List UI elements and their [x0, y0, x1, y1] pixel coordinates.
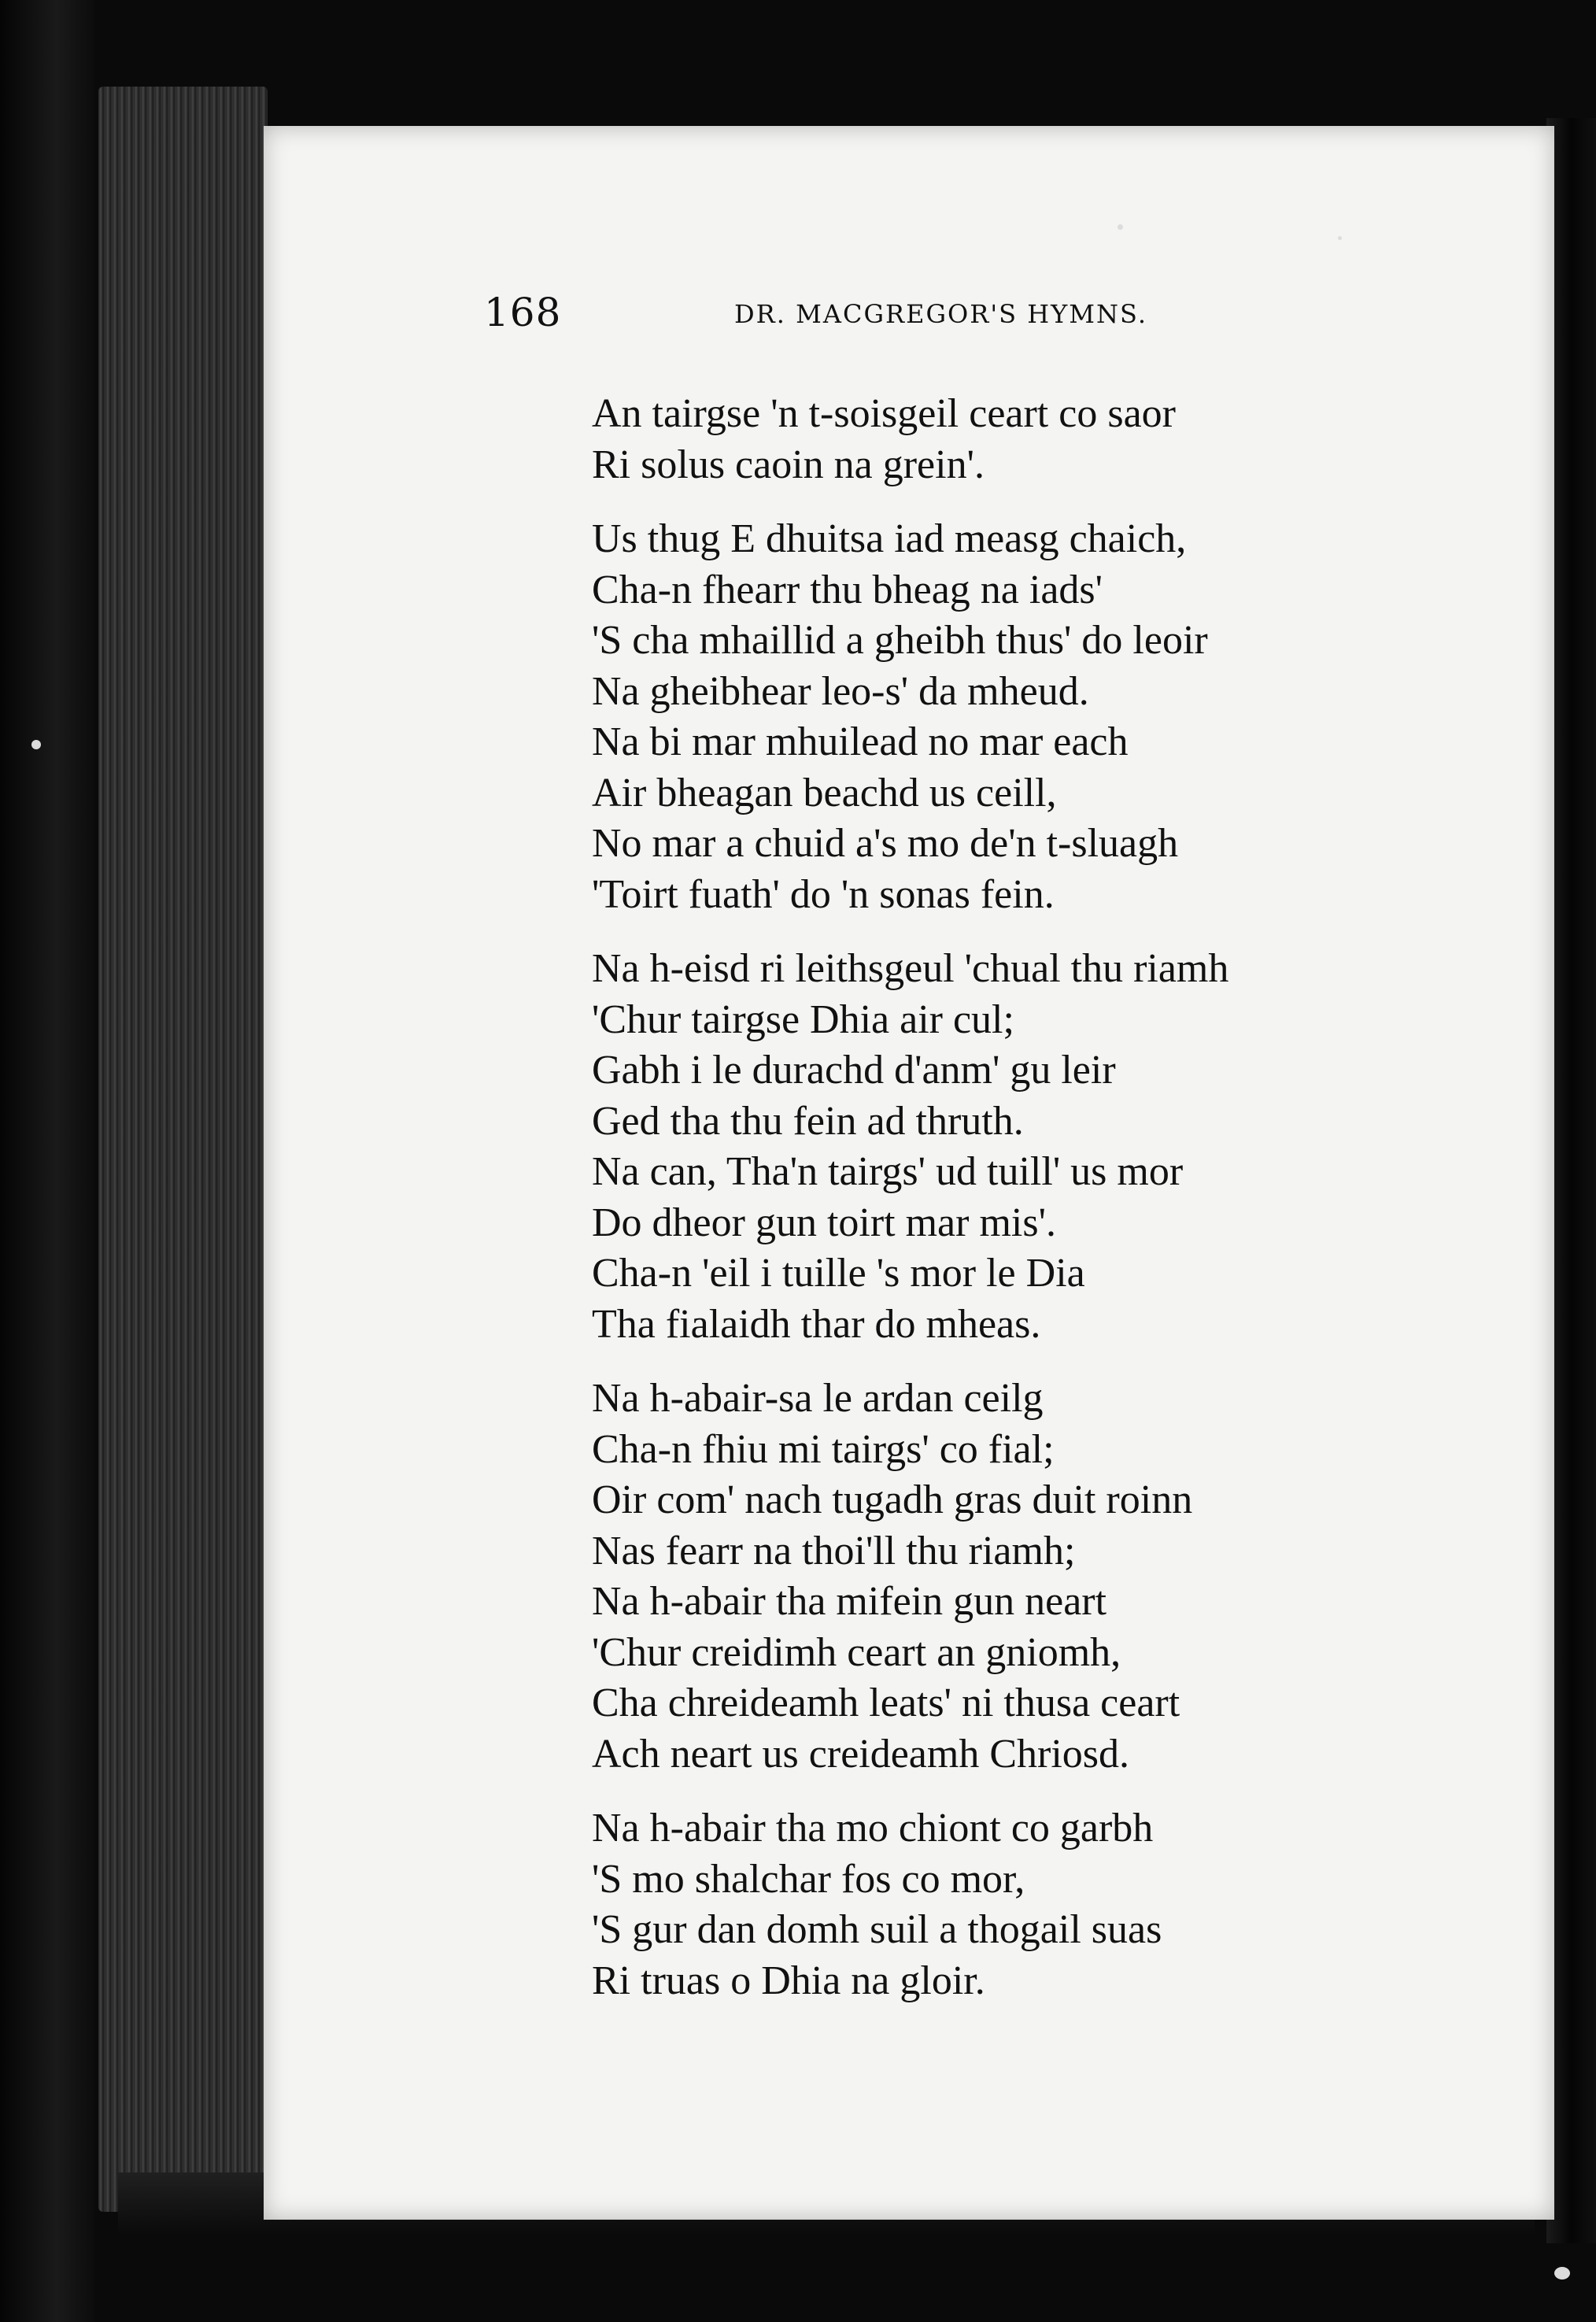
stanza: [592, 1374, 1442, 1780]
verse-line: Tha fialaidh thar do mheas.: [592, 1301, 1041, 1347]
stanza: [592, 514, 1442, 920]
verse-line: An tairgse 'n t-soisgeil ceart co saor: [592, 391, 1176, 436]
verse-line: Cha chreideamh leats' ni thusa ceart: [592, 1680, 1180, 1725]
verse-line: Cha-n fhiu mi tairgs' co fial;: [592, 1426, 1055, 1472]
running-title: DR. MACGREGOR'S HYMNS.: [734, 299, 1147, 329]
scan-speck: [1554, 2267, 1570, 2279]
verse-line: Na bi mar mhuilead no mar each: [592, 719, 1129, 764]
verse-line: Us thug E dhuitsa iad measg chaich,: [592, 516, 1187, 561]
hymn-text: [592, 389, 1442, 2030]
verse-line: Gabh i le durachd d'anm' gu leir: [592, 1048, 1116, 1093]
stanza: [592, 944, 1442, 1350]
verse-line: Ri truas o Dhia na gloir.: [592, 1958, 985, 2003]
verse-line: Na can, Tha'n tairgs' ud tuill' us mor: [592, 1149, 1184, 1194]
verse-line: Cha-n fhearr thu bheag na iads': [592, 567, 1103, 612]
stanza: [592, 389, 1442, 490]
verse-line: 'Chur creidimh ceart an gniomh,: [592, 1629, 1121, 1675]
page-stack-edge: [98, 87, 268, 2212]
verse-line: 'Chur tairgse Dhia air cul;: [592, 996, 1014, 1042]
verse-line: Na h-abair tha mifein gun neart: [592, 1579, 1107, 1624]
verse-line: Do dheor gun toirt mar mis'.: [592, 1200, 1056, 1245]
verse-line: Ri solus caoin na grein'.: [592, 442, 985, 487]
scan-speck: [31, 740, 41, 749]
page-header: [484, 290, 1310, 345]
verse-line: 'S gur dan domh suil a thogail suas: [592, 1907, 1162, 1952]
verse-line: Air bheagan beachd us ceill,: [592, 770, 1057, 815]
verse-line: 'Toirt fuath' do 'n sonas fein.: [592, 871, 1055, 917]
verse-line: Na h-abair tha mo chiont co garbh: [592, 1806, 1154, 1851]
verse-line: No mar a chuid a's mo de'n t-sluagh: [592, 821, 1179, 866]
scan-speck: [1118, 224, 1123, 230]
scan-speck: [1338, 236, 1342, 240]
verse-line: 'S mo shalchar fos co mor,: [592, 1856, 1025, 1902]
verse-line: Na h-abair-sa le ardan ceilg: [592, 1376, 1044, 1421]
page-number: 168: [484, 290, 562, 335]
verse-line: Oir com' nach tugadh gras duit roinn: [592, 1477, 1193, 1522]
verse-line: Na gheibhear leo-s' da mheud.: [592, 668, 1089, 714]
verse-line: Cha-n 'eil i tuille 's mor le Dia: [592, 1251, 1085, 1296]
verse-line: Na h-eisd ri leithsgeul 'chual thu riamh: [592, 946, 1229, 991]
book-edge-left: [0, 0, 94, 2322]
verse-line: Ged tha thu fein ad thruth.: [592, 1098, 1024, 1144]
verse-line: Nas fearr na thoi'll thu riamh;: [592, 1528, 1076, 1573]
verse-line: 'S cha mhaillid a gheibh thus' do leoir: [592, 618, 1208, 663]
verse-line: Ach neart us creideamh Chriosd.: [592, 1731, 1130, 1777]
stanza: [592, 1803, 1442, 2006]
